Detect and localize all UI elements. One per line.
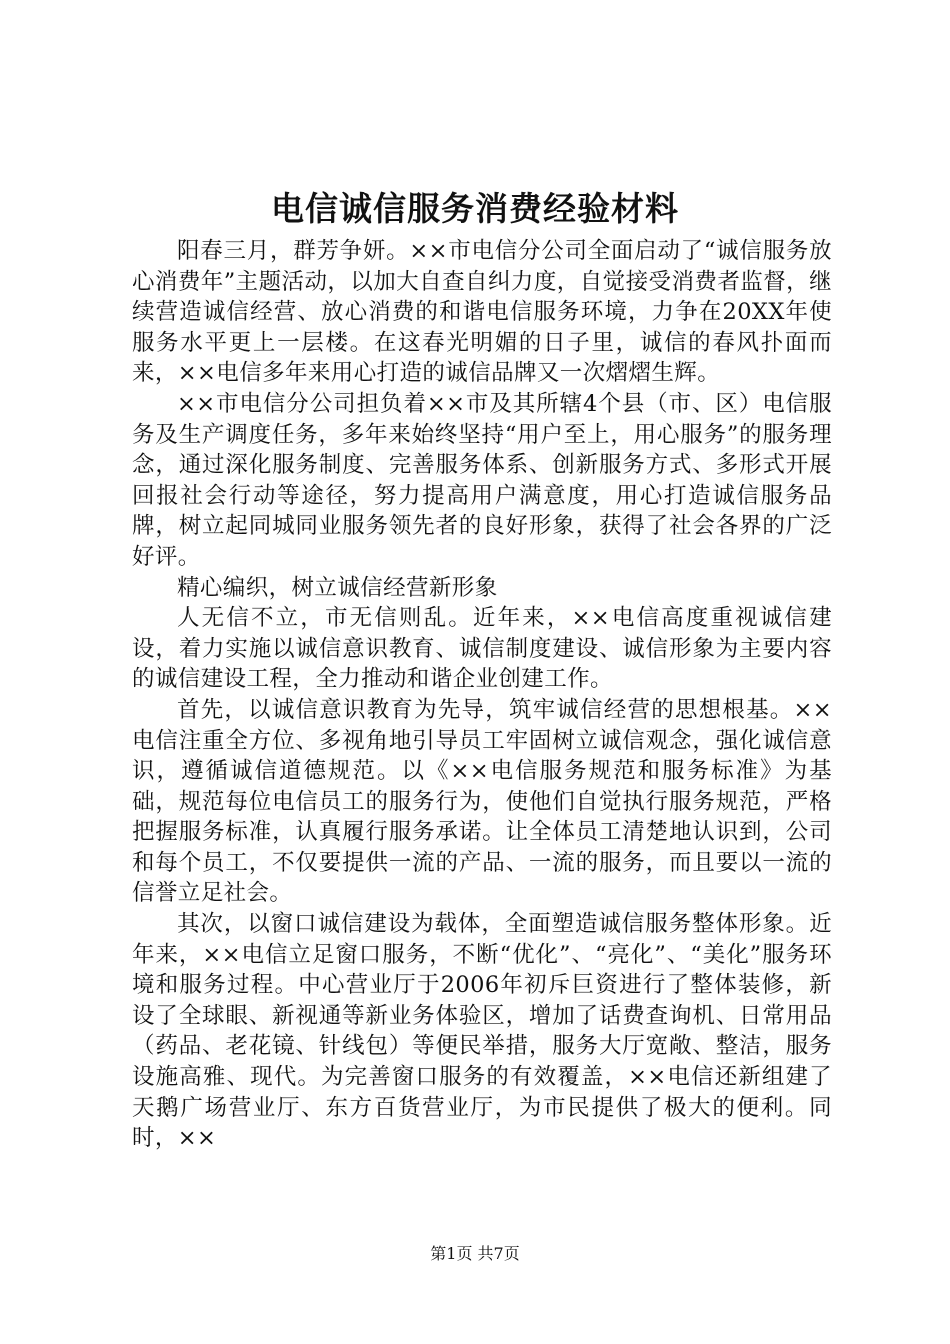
paragraph-second-measure: 其次，以窗口诚信建设为载体，全面塑造诚信服务整体形象。近年来，××电信立足窗口服务，不断“优化”、“亮化”、“美化”服务环境和服务过程。中心营业厅于2006年初斥巨资进行了整体装修，新设了全球眼、新视通等新业务体验区，增加了话费查询机、日常用品（药品、老花镜、针线包）等便民举措，服务大厅宽敞、整洁，服务设施高雅、现代。为完善窗口服务的有效覆盖，××电信还新组建了天鹅广场营业厅、东方百货营业厅，为市民提供了极大的便利。同时，×× <box>132 911 832 1152</box>
page-number-footer: 第1页 共7页 <box>430 1244 520 1263</box>
document-title: 电信诚信服务消费经验材料 <box>271 189 679 228</box>
document-body <box>132 236 832 1154</box>
paragraph-integrity-building: 人无信不立，市无信则乱。近年来，××电信高度重视诚信建设，着力实施以诚信意识教育、诚信制度建设、诚信形象为主要内容的诚信建设工程，全力推动和谐企业创建工作。 <box>132 605 832 693</box>
paragraph-intro: 阳春三月，群芳争妍。××市电信分公司全面启动了“诚信服务放心消费年”主题活动，以加大自查自纠力度，自觉接受消费者监督，继续营造诚信经营、放心消费的和谐电信服务环境，力争在20XX年使服务水平更上一层楼。在这春光明媚的日子里，诚信的春风扑面而来，××电信多年来用心打造的诚信品牌又一次熠熠生辉。 <box>132 238 832 387</box>
paragraph-company-overview: ××市电信分公司担负着××市及其所辖4个县（市、区）电信服务及生产调度任务，多年来始终坚持“用户至上，用心服务”的服务理念，通过深化服务制度、完善服务体系、创新服务方式、多形式开展回报社会行动等途径，努力提高用户满意度，用心打造诚信服务品牌，树立起同城同业服务领先者的良好形象，获得了社会各界的广泛好评。 <box>132 390 832 570</box>
paragraph-first-measure: 首先，以诚信意识教育为先导，筑牢诚信经营的思想根基。××电信注重全方位、多视角地引导员工牢固树立诚信观念，强化诚信意识，遵循诚信道德规范。以《××电信服务规范和服务标准》为基础，规范每位电信员工的服务行为，使他们自觉执行服务规范，严格把握服务标准，认真履行服务承诺。让全体员工清楚地认识到，公司和每个员工，不仅要提供一流的产品、一流的服务，而且要以一流的信誉立足社会。 <box>132 696 832 907</box>
section-heading: 精心编织，树立诚信经营新形象 <box>177 574 498 601</box>
